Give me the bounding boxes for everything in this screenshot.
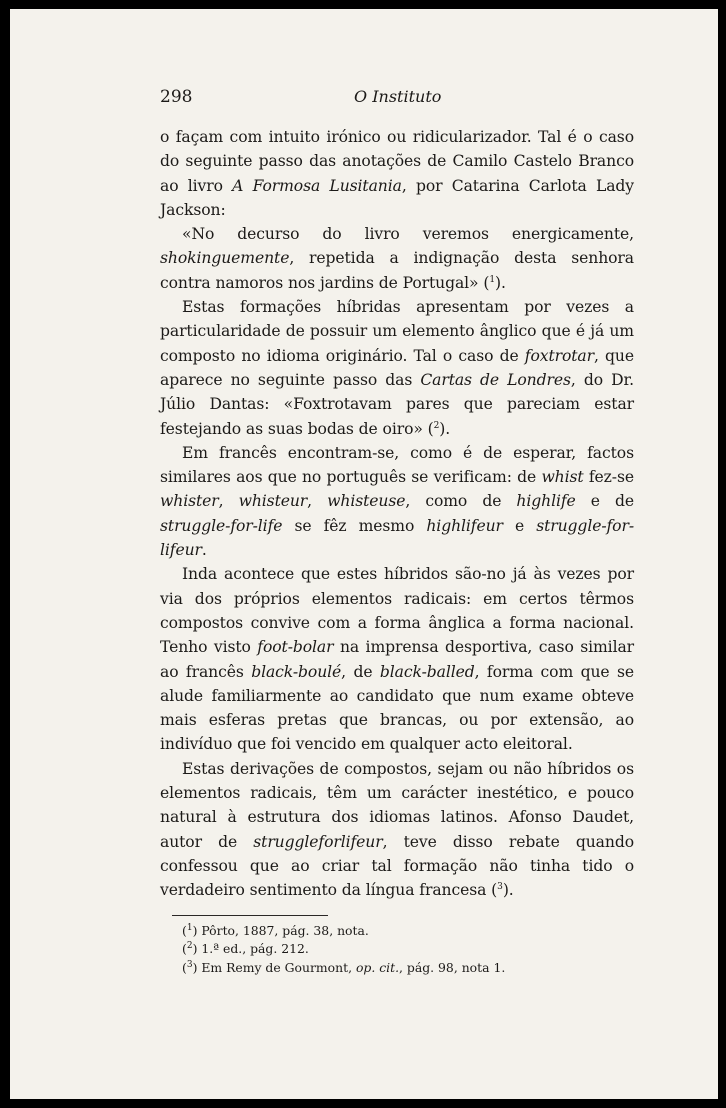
italic-text: struggle-for-lifeur [160, 516, 634, 560]
text-run: se fêz mesmo [282, 516, 427, 535]
italic-text: highlife [516, 492, 576, 511]
text-run: . [201, 541, 207, 560]
paragraph [160, 562, 634, 756]
footnote-ref: 3 [497, 882, 503, 893]
text-run: fez-se [583, 468, 634, 487]
text-run: na imprensa desportiva, caso similar ao francês [160, 638, 635, 681]
text-run: , [218, 492, 239, 511]
italic-text: Cartas de Londres [420, 370, 571, 389]
text-run: e [502, 516, 537, 535]
paragraph [160, 757, 634, 903]
footnote [160, 922, 634, 941]
text-run: Inda acontece que estes híbridos são-no já às vezes por via dos próprios elementos radicais: em certos têrmos compostos convive com a forma ânglica a forma nacional. Tenho visto [160, 565, 634, 657]
page-content [160, 81, 634, 977]
text-run: Estas formações híbridas apresentam por vezes a particularidade de possuir um elemento ânglico que é já um composto no idioma originário. Tal o caso de [160, 298, 634, 365]
footnote [160, 959, 634, 978]
footnotes [160, 915, 634, 978]
text-run: , teve disso rebate quando confessou que ao criar tal formação não tinha tido o verdadeiro sentimento da língua francesa ( [160, 832, 634, 900]
italic-text: whisteuse [327, 492, 406, 511]
text-run: ) Pôrto, 1887, pág. 38, nota. [192, 922, 369, 938]
footnote-ref: 3 [186, 959, 193, 970]
text-run: e de [575, 492, 634, 511]
text-run: , que aparece no seguinte passo das [160, 346, 634, 389]
text-run: ( [182, 922, 187, 938]
paragraph [160, 222, 634, 295]
footnote-ref: 1 [186, 922, 193, 933]
italic-text: op. cit. [355, 959, 400, 975]
text-run: o façam com intuito irónico ou ridicularizador. Tal é o caso do seguinte passo das anotações de Camilo Castelo Branco ao livro [160, 128, 634, 195]
footnote-rule [172, 915, 328, 916]
text-run: ). [439, 419, 451, 438]
footnote-ref: 2 [186, 940, 193, 951]
text-run: , do Dr. Júlio Dantas: «Foxtrotavam pares que pareciam estar festejando as suas bodas de oiro» ( [160, 370, 635, 438]
italic-text: highlifeur [426, 516, 503, 535]
text-run: Em francês encontram-se, como é de esperar, factos similares aos que no português se verificam: de [160, 443, 634, 487]
text-run: , como de [405, 492, 517, 511]
italic-text: foxtrotar [524, 346, 594, 365]
italic-text: shokinguemente [160, 249, 290, 268]
italic-text: A Formosa Lusitania [232, 176, 402, 195]
text-run: , por Catarina Carlota Lady Jackson: [160, 176, 635, 219]
italic-text: black-boulé [251, 662, 342, 681]
text-run: , de [341, 662, 380, 681]
paragraph [160, 125, 634, 222]
text-run: , forma com que se alude familiarmente ao candidato que num exame obteve mais esferas pretas que brancas, ou por extensão, ao indivíduo que foi vencido em qualquer acto eleitoral. [160, 662, 634, 754]
text-run: , repetida a indignação desta senhora contra namoros nos jardins de Portugal» ( [160, 249, 634, 292]
body-text [160, 125, 634, 903]
running-title: O Instituto [354, 87, 442, 106]
text-run: «No decurso do livro veremos energicamente, [182, 225, 634, 244]
text-run: , pág. 98, nota 1. [399, 959, 506, 975]
italic-text: struggle-for-life [160, 516, 283, 535]
italic-text: black-balled [379, 662, 475, 681]
text-run: ) Em Remy de Gourmont, [192, 959, 356, 975]
text-run: ( [182, 941, 187, 956]
page-header [160, 81, 634, 117]
italic-text: foot-bolar [257, 638, 334, 657]
text-run: ). [502, 881, 514, 900]
footnote-ref: 1 [489, 274, 495, 285]
italic-text: whisteur [238, 492, 308, 511]
italic-text: whister [160, 492, 219, 511]
text-run: ) 1.ª ed., pág. 212. [192, 941, 309, 956]
italic-text: whist [541, 468, 584, 487]
scanned-page [10, 9, 718, 1099]
page-number: 298 [160, 87, 193, 107]
text-run: ). [494, 273, 506, 292]
text-run: , [307, 492, 328, 511]
text-run: Estas derivações de compostos, sejam ou não híbridos os elementos radicais, têm um carácter inestético, e pouco natural à estrutura dos idiomas latinos. Afonso Daudet, autor de [160, 759, 634, 851]
paragraph [160, 295, 634, 441]
footnote [160, 940, 634, 959]
text-run: ( [182, 959, 187, 975]
italic-text: struggleforlifeur [253, 832, 383, 851]
footnote-ref: 2 [433, 420, 440, 431]
paragraph [160, 441, 634, 562]
